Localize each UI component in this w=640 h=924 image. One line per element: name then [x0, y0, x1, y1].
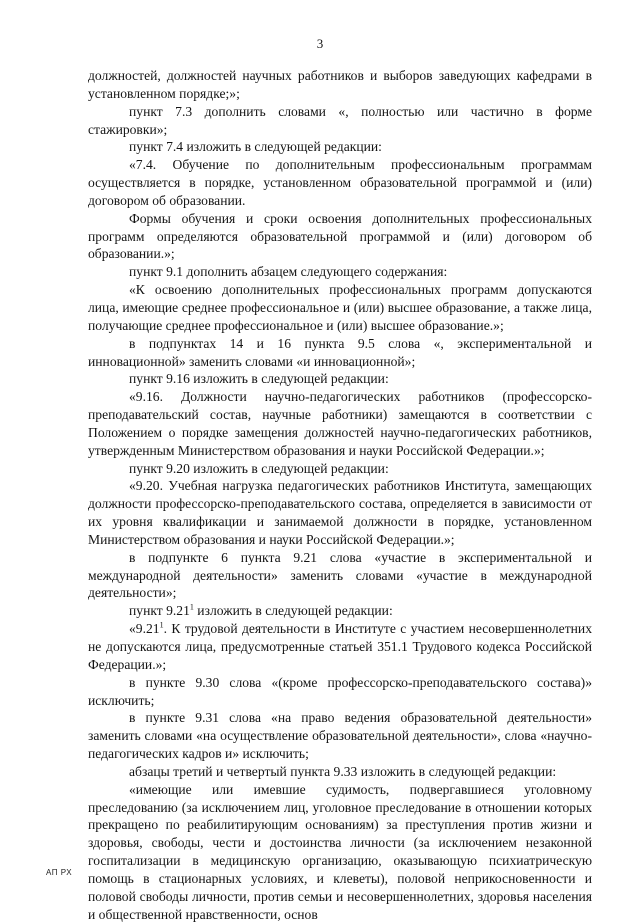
paragraph: в пункте 9.30 слова «(кроме профессорско-преподавательского состава)» исключить; [88, 674, 592, 708]
paragraph: пункт 9.21$^1$ изложить в следующей редакции: [129, 602, 393, 619]
superscript: 1 [159, 620, 164, 630]
paragraph: «9.20. Учебная нагрузка педагогических работников Института, замещающих должности профессорско-преподавательского состава, определяется в зависимости от их уровня квалификации и занимаемой должности в порядке, установленном Министерством образования и науки Российской Федерации.»; [88, 478, 592, 547]
paragraph: «9.21$^1$. К трудовой деятельности в Институте с участием несовершеннолетних не допускаются лица, предусмотренные статьей 351.1 Трудового кодекса Российской Федерации.»; [88, 620, 592, 672]
paragraph: Формы обучения и сроки освоения дополнительных профессиональных программ определяются образовательной программой и (или) договором об образовании.»; [88, 210, 592, 262]
paragraph: пункт 9.20 изложить в следующей редакции: [129, 460, 389, 476]
paragraph: пункт 7.3 дополнить словами «, полностью или частично в форме стажировки»; [88, 103, 592, 137]
paragraph: должностей, должностей научных работников и выборов заведующих кафедрами в установленном порядке;»; [88, 68, 592, 101]
paragraph: «9.16. Должности научно-педагогических работников (профессорско-преподавательский состав, научные работники) замещаются в соответствии с Положением о порядке замещения должностей научно-педагогических работников, утвержденным Министерством образования и науки Российской Федерации.»; [88, 389, 592, 458]
footer-code: АП РХ [46, 868, 73, 877]
superscript: 1 [189, 602, 194, 612]
paragraph: в подпункте 6 пункта 9.21 слова «участие в экспериментальной и международной деятельности» заменить словами «участие в международной деятельности»; [88, 549, 592, 601]
paragraph: пункт 9.16 изложить в следующей редакции: [129, 371, 389, 387]
paragraph: «К освоению дополнительных профессиональных программ допускаются лица, имеющие среднее профессиональное и (или) высшее образование, а также лица, получающие среднее профессиональное и (или) высшее образование.»; [88, 282, 592, 333]
paragraph: «имеющие или имевшие судимость, подвергавшиеся уголовному преследованию (за исключением лиц, уголовное преследование в отношении которых прекращено по реабилитирующим основаниям) за преступления против жизни и здоровья, свободы, чести и достоинства личности (за исключением незаконной госпитализации в медицинскую организацию, оказывающую психиатрическую помощь в стационарных условиях, и клеветы), половой неприкосновенности и половой свободы личности, против семьи и несовершеннолетних, здоровья населения и общественной нравственности, основ [88, 781, 592, 922]
paragraph: в подпунктах 14 и 16 пункта 9.5 слова «, экспериментальной и инновационной» заменить словами «и инновационной»; [88, 335, 592, 369]
paragraph: пункт 7.4 изложить в следующей редакции: [129, 139, 382, 155]
paragraph: «7.4. Обучение по дополнительным профессиональным программам осуществляется в порядке, установленном образовательной программой и (или) договором об образовании. [88, 157, 592, 208]
paragraph: в пункте 9.31 слова «на право ведения образовательной деятельности» заменить словами «на осуществление образовательной деятельности», слова «научно-педагогических кадров и» исключить; [88, 710, 592, 762]
page-number: 3 [316, 36, 324, 51]
document-body [88, 67, 592, 924]
paragraph: пункт 9.1 дополнить абзацем следующего содержания: [129, 264, 448, 280]
paragraph: абзацы третий и четвертый пункта 9.33 изложить в следующей редакции: [129, 763, 557, 779]
